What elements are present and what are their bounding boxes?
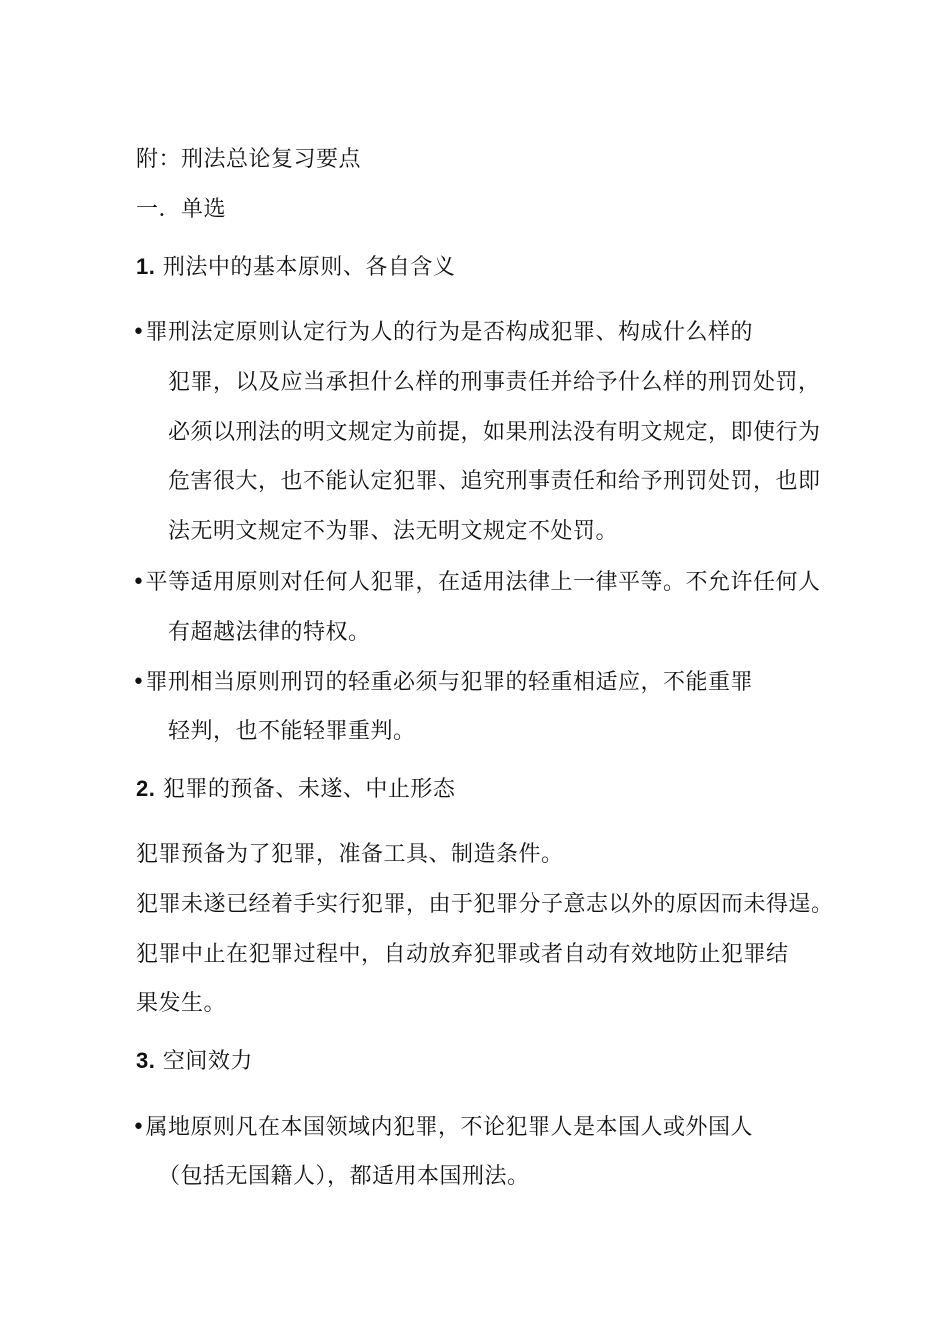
section-heading: 一．单选 bbox=[136, 197, 227, 222]
heading-number: 1. bbox=[136, 254, 156, 279]
heading-2 bbox=[136, 774, 455, 805]
paragraph-line: 危害很大，也不能认定犯罪、追究刑事责任和给予刑罚处罚，也即 bbox=[168, 469, 821, 494]
paragraph-line: （包括无国籍人），都适用本国刑法。 bbox=[158, 1164, 530, 1189]
document-title: 附：刑法总论复习要点 bbox=[136, 147, 362, 172]
paragraph-line: 法无明文规定不为罪、法无明文规定不处罚。 bbox=[168, 519, 619, 544]
bullet-line: •平等适用原则对任何人犯罪，在适用法律上一律平等。不允许任何人 bbox=[132, 570, 821, 595]
bullet-line: •罪刑法定原则认定行为人的行为是否构成犯罪、构成什么样的 bbox=[132, 320, 753, 345]
heading-3 bbox=[136, 1046, 253, 1077]
paragraph-line: 犯罪，以及应当承担什么样的刑事责任并给予什么样的刑罚处罚， bbox=[168, 370, 821, 395]
heading-number: 3. bbox=[136, 1048, 156, 1073]
heading-1 bbox=[136, 252, 455, 283]
paragraph-line: 犯罪预备为了犯罪，准备工具、制造条件。 bbox=[136, 842, 564, 867]
paragraph-line: 果发生。 bbox=[136, 991, 227, 1016]
heading-number: 2. bbox=[136, 776, 156, 801]
heading-text: 刑法中的基本原则、各自含义 bbox=[162, 255, 456, 280]
paragraph-line: 犯罪未遂已经着手实行犯罪，由于犯罪分子意志以外的原因而未得逞。 bbox=[136, 892, 834, 917]
paragraph-line: 轻判，也不能轻罪重判。 bbox=[168, 719, 416, 744]
heading-text: 犯罪的预备、未遂、中止形态 bbox=[162, 777, 456, 802]
paragraph-line: 必须以刑法的明文规定为前提，如果刑法没有明文规定，即使行为 bbox=[168, 420, 821, 445]
bullet-line: •属地原则凡在本国领域内犯罪，不论犯罪人是本国人或外国人 bbox=[132, 1115, 753, 1140]
paragraph-line: 犯罪中止在犯罪过程中，自动放弃犯罪或者自动有效地防止犯罪结 bbox=[136, 942, 789, 967]
paragraph-line: 有超越法律的特权。 bbox=[168, 620, 371, 645]
heading-text: 空间效力 bbox=[162, 1049, 253, 1074]
bullet-line: •罪刑相当原则刑罚的轻重必须与犯罪的轻重相适应，不能重罪 bbox=[132, 670, 753, 695]
